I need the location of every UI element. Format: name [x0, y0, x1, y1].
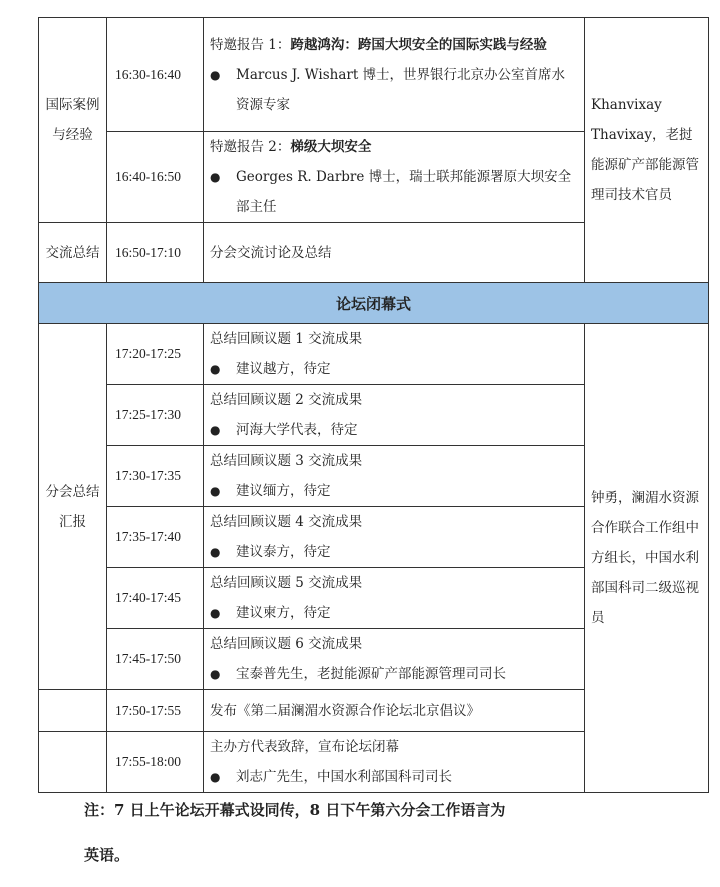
bullet-icon: ●: [210, 362, 221, 376]
time-cell: 16:30-16:40: [107, 18, 204, 132]
bullet-icon: ●: [210, 545, 221, 559]
empty-cell: [39, 690, 107, 732]
time-cell: 17:20-17:25: [107, 324, 204, 385]
report-title: 跨越鸿沟：跨国大坝安全的国际实践与经验: [290, 36, 547, 53]
bullet-icon: ●: [210, 67, 221, 82]
speaker: Marcus J. Wishart 博士，世界银行北京办公室首席水资源专家: [236, 66, 566, 113]
time-cell: 17:40-17:45: [107, 568, 204, 629]
section-header-row: [39, 283, 709, 324]
speaker: 建议柬方，待定: [236, 605, 331, 621]
report-label: 特邀报告 2：: [210, 139, 291, 155]
speaker: 建议越方，待定: [236, 361, 331, 377]
content-cell: [204, 324, 585, 385]
time-cell: 16:50-17:10: [107, 223, 204, 283]
content-cell: [204, 132, 585, 223]
category-cell: 分会总结汇报: [39, 324, 107, 690]
time-cell: 17:45-17:50: [107, 629, 204, 690]
time-cell: 17:25-17:30: [107, 385, 204, 446]
chair-cell: 钟勇，澜湄水资源合作联合工作组中方组长，中国水利部国科司二级巡视员: [585, 324, 709, 793]
speaker: 刘志广先生，中国水利部国科司司长: [236, 769, 452, 785]
item-title: 总结回顾议题 3 交流成果: [210, 453, 363, 469]
content-cell: [204, 568, 585, 629]
time-cell: 17:55-18:00: [107, 732, 204, 793]
category-cell: 国际案例与经验: [39, 18, 107, 223]
item-title: 总结回顾议题 1 交流成果: [210, 331, 363, 347]
time-cell: 17:35-17:40: [107, 507, 204, 568]
footnote-line: 英语。: [84, 846, 130, 864]
table-row: [39, 324, 709, 385]
item-title: 总结回顾议题 2 交流成果: [210, 392, 363, 408]
speaker: 宝泰普先生，老挝能源矿产部能源管理司司长: [236, 666, 506, 682]
item-title: 总结回顾议题 5 交流成果: [210, 575, 363, 591]
table-row: [39, 18, 709, 132]
speaker: 建议泰方，待定: [236, 544, 331, 560]
bullet-icon: ●: [210, 770, 221, 784]
content-cell: 发布《第二届澜湄水资源合作论坛北京倡议》: [204, 690, 585, 732]
content-cell: [204, 629, 585, 690]
item-title: 总结回顾议题 4 交流成果: [210, 514, 363, 530]
bullet-icon: ●: [210, 423, 221, 437]
content-cell: [204, 18, 585, 132]
report-label: 特邀报告 1：: [210, 36, 291, 53]
bullet-icon: ●: [210, 484, 221, 498]
empty-cell: [39, 732, 107, 793]
content-cell: [204, 732, 585, 793]
section-title: 论坛闭幕式: [39, 283, 709, 324]
item-title: 主办方代表致辞，宣布论坛闭幕: [210, 739, 399, 755]
item-title: 总结回顾议题 6 交流成果: [210, 636, 363, 652]
bullet-icon: ●: [210, 170, 221, 184]
content-cell: [204, 385, 585, 446]
chair-cell: Khanvixay Thavixay，老挝能源矿产部能源管理司技术官员: [585, 18, 709, 283]
agenda-table: [38, 17, 709, 793]
time-cell: 16:40-16:50: [107, 132, 204, 223]
content-cell: [204, 507, 585, 568]
content-cell: [204, 446, 585, 507]
footnote-line: 注：7 日上午论坛开幕式设同传，8 日下午第六分会工作语言为: [84, 801, 506, 819]
speaker: 建议缅方，待定: [236, 483, 331, 499]
category-cell: 交流总结: [39, 223, 107, 283]
time-cell: 17:50-17:55: [107, 690, 204, 732]
speaker: Georges R. Darbre 博士，瑞士联邦能源署原大坝安全部主任: [236, 169, 572, 215]
bullet-icon: ●: [210, 667, 221, 681]
time-cell: 17:30-17:35: [107, 446, 204, 507]
report-title: 梯级大坝安全: [290, 139, 372, 155]
speaker: 河海大学代表，待定: [236, 422, 358, 438]
bullet-icon: ●: [210, 606, 221, 620]
content-cell: 分会交流讨论及总结: [204, 223, 585, 283]
